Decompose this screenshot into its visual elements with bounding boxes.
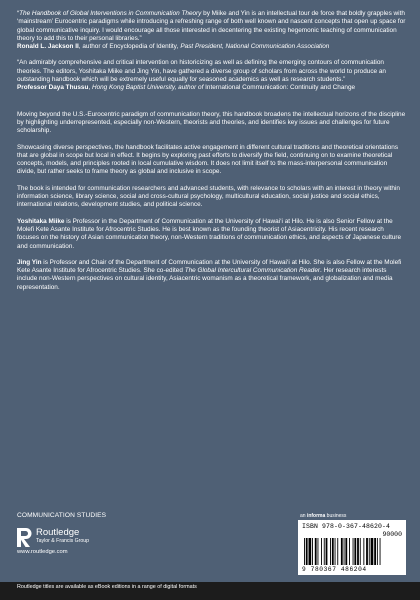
quote-book-title: The Handbook of Global Interventions in Communication Theory — [19, 10, 202, 17]
author-bio-yin: Jing Yin is Professor and Chair of the Department of Communication at the University of Hawai‘i at Hilo. She is also Fellow at the Molefi Kete Asante Institute for Afrocentric Studies. She co-edited The Global Intercultural Communication Reader. Her research interests include non-Western perspectives on cultural identity, Asiacentric womanism as a theoretical framework, and globalization and media representation. — [17, 258, 402, 291]
quote-text: “An admirably comprehensive and critical intervention on historicizing as well as defining the emerging contours of communication theories. The editors, Yoshitaka Miike and Jing Yin, have gathered a diverse group of scholars from across the world to produce an outstanding handbook which will be extremely useful equally for seasoned academics as well as research students.” — [17, 59, 386, 84]
author-name: Yoshitaka Miike — [17, 217, 65, 225]
quote-attribution: Ronald L. Jackson II, author of Encyclopedia of Identity, Past President, National Communication Association — [17, 43, 330, 51]
ebook-notice: Routledge titles are available as eBook editions in a range of digital formats — [17, 584, 197, 590]
publisher-group: Taylor & Francis Group — [36, 538, 90, 544]
informa-tagline: an informa business — [300, 513, 347, 519]
description-paragraph: Showcasing diverse perspectives, the handbook facilitates active engagement in different cultural traditions and theoretical orientations that are global in scope but local in effect. It begins by exploring past efforts to diversify the field, continuing on to examine theoretical concepts, models, and principles rooted in local cumulative wisdom. It does not limit itself to the mass-interpersonal communication divide, but rather seeks to frame theory as global and inclusive in scope. — [17, 143, 399, 176]
description-paragraph: The book is intended for communication researchers and advanced students, with relevance to scholars with an interest in theory within information science, library science, social and cross-cultural psychology, multicultural education, social justice and social ethics, international relations, development studies, and political science. — [17, 184, 400, 209]
isbn-number: ISBN 978-0-367-48620-4 — [302, 523, 391, 530]
publisher-block — [17, 528, 157, 568]
routledge-logo-icon — [17, 528, 32, 547]
description-paragraph: Moving beyond the U.S.-Eurocentric paradigm of communication theory, this handbook broadens the intellectual horizons of the discipline by highlighting underrepresented, especially non-Western, theorists and theories, and identifies key issues and challenges for future scholarship. — [17, 110, 406, 135]
quote-attribution: Professor Daya Thussu, Hong Kong Baptist University, author of International Communication: Continuity and Change — [17, 84, 356, 92]
barcode-digits: 9 780367 486204 — [302, 566, 367, 573]
author-name: Jing Yin — [17, 258, 42, 266]
publisher-name: Routledge — [36, 527, 80, 538]
quote-author: Ronald L. Jackson II — [17, 43, 79, 51]
price-code: 90000 — [382, 531, 402, 538]
barcode-bars-icon — [302, 538, 402, 565]
endorsement-quote-1 — [17, 10, 406, 51]
cover-text — [17, 10, 406, 300]
quote-text: “The Handbook of Global Interventions in Communication Theory by Miike and Yin is an intellectual tour de force that boldly grapples with ‘mainstream’ Eurocentric paradigms while introducing a refreshing range of both well known and nascent concepts that open up space for global communicative inquiry. I would encourage all those interested in decentering the existing hegemonic teaching of communication theory to add this to their personal libraries.” — [17, 10, 406, 42]
quote-author: Professor Daya Thussu — [17, 84, 89, 92]
endorsement-quote-2 — [17, 59, 406, 92]
author-bio-miike: Yoshitaka Miike is Professor in the Department of Communication at the University of Hawai‘i at Hilo. He is also Senior Fellow at the Molefi Kete Asante Institute for Afrocentric Studies. He is best known as the founding theorist of Asiacentricity. His recent research focuses on the history of Asian communication theory, non-Western traditions of communication ethics, and aspects of Japanese culture and communication. — [17, 217, 402, 250]
isbn-barcode — [298, 520, 406, 575]
subject-category: COMMUNICATION STUDIES — [17, 512, 107, 519]
publisher-url: www.routledge.com — [17, 549, 68, 555]
